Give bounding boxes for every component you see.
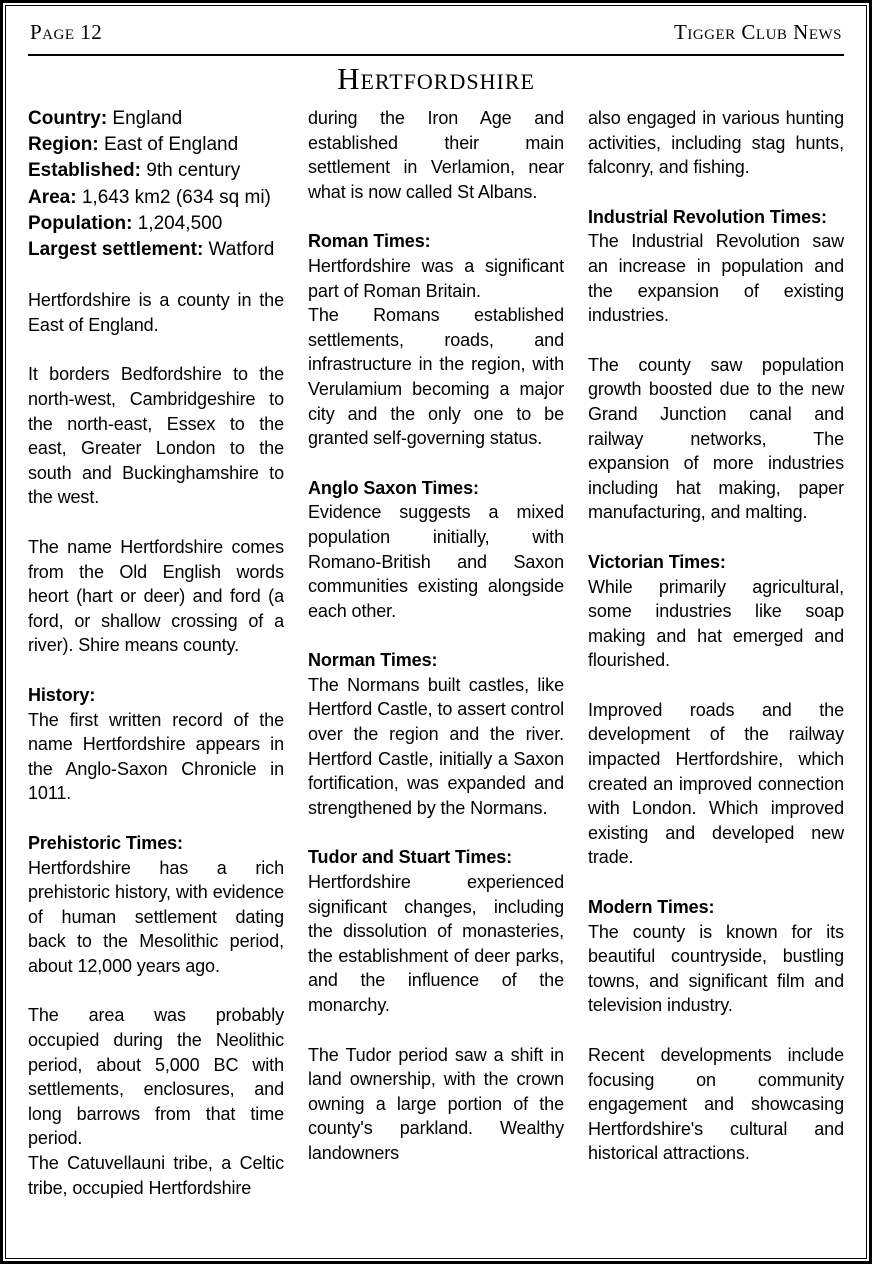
paragraph-text: The Catuvellauni tribe, a Celtic tribe, occupied Hertfordshire [28, 1153, 284, 1198]
paragraph [308, 476, 564, 624]
paragraph [588, 1043, 844, 1166]
paragraph-text: The county saw population growth boosted due to the new Grand Junction canal and railway networks, The expansion of more industries including hat making, paper manufacturing, and malting. [588, 354, 844, 523]
section-heading: Roman Times: [308, 231, 431, 252]
fact-label: Country: [28, 108, 108, 129]
fact-label: Largest settlement: [28, 239, 204, 261]
fact-line [28, 185, 284, 211]
fact-label: Established: [28, 160, 141, 182]
fact-label: Area: [28, 186, 77, 208]
page-header [28, 16, 844, 45]
paragraph-text: The Industrial Revolution saw an increase in population and the expansion of existing industries. [588, 231, 844, 326]
fact-value: 1,204,500 [132, 212, 223, 234]
paragraph-text: The Normans built castles, like Hertford Castle, to assert control over the region and the river. Hertford Castle, initially a Saxon fortification, was expanded and strengthened by the Normans. [308, 674, 564, 818]
paragraph-text: Recent developments include focusing on community engagement and showcasing Hertfordshire's cultural and historical attractions. [588, 1045, 844, 1164]
fact-value: 9th century [140, 160, 241, 182]
paragraph-text: Evidence suggests a mixed population initially, with Romano-British and Saxon communities existing alongside each other. [308, 502, 564, 621]
fact-line [28, 237, 284, 263]
section-heading: Prehistoric Times: [28, 832, 183, 853]
paragraph-text: The name Hertfordshire comes from the Old English words heort (hart or deer) and ford (a ford, or shallow crossing of a river). Shire means county. [28, 536, 284, 656]
paragraph [28, 1003, 284, 1151]
paragraph-text: While primarily agricultural, some industries like soap making and hat emerged and flourished. [588, 576, 844, 671]
paragraph-text: Hertfordshire was a significant part of Roman Britain. [308, 255, 564, 301]
paragraph-text: Hertfordshire has a rich prehistoric history, with evidence of human settlement dating back to the Mesolithic period, about 12,000 years ago. [28, 857, 284, 976]
paragraph-text: The Tudor period saw a shift in land ownership, with the crown owning a large portion of the county's parkland. Wealthy landowners [308, 1044, 564, 1163]
fact-value: East of England [98, 134, 239, 156]
article-column-2 [308, 106, 564, 1232]
article-column-1 [28, 106, 284, 1232]
section-heading: History: [28, 684, 96, 705]
page-content [6, 6, 866, 1258]
paragraph [308, 303, 564, 451]
paragraph-text: The area was probably occupied during the Neolithic period, about 5,000 BC with settlements, enclosures, and long barrows from that time period. [28, 1005, 284, 1149]
paragraph [588, 698, 844, 870]
paragraph [28, 1151, 284, 1200]
paragraph-text: It borders Bedfordshire to the north-west, Cambridgeshire to the north-east, Essex to the east, Greater London to the south and Buckinghamshire to the west. [28, 364, 284, 508]
paragraph [588, 550, 844, 673]
fact-value: 1,643 km2 (634 sq mi) [76, 186, 271, 208]
page-number: Page 12 [30, 20, 103, 44]
paragraph [588, 106, 844, 180]
paragraph [308, 648, 564, 820]
facts-list [28, 106, 284, 263]
paragraph-text: also engaged in various hunting activities, including stag hunts, falconry, and fishing. [588, 108, 844, 178]
section-heading: Norman Times: [308, 650, 438, 671]
paragraph-text: Hertfordshire experienced significant changes, including the dissolution of monasteries, the establishment of deer parks, and the influence of the monarchy. [308, 872, 564, 1015]
paragraph-text: Hertfordshire is a county in the East of England. [28, 290, 284, 335]
fact-line [28, 211, 284, 237]
header-rule [28, 54, 844, 56]
article-columns [28, 106, 844, 1232]
paragraph [28, 288, 284, 337]
section-heading: Modern Times: [588, 897, 715, 918]
paragraph [28, 683, 284, 806]
paragraph [588, 895, 844, 1018]
paragraph-text: The first written record of the name Hertfordshire appears in the Anglo-Saxon Chronicle in 1011. [28, 709, 284, 804]
paragraph [588, 205, 844, 328]
section-heading: Tudor and Stuart Times: [308, 847, 513, 868]
paragraph-text: during the Iron Age and established their main settlement in Verlamion, near what is now called St Albans. [308, 108, 564, 202]
paragraph [308, 229, 564, 303]
section-heading: Victorian Times: [588, 551, 726, 572]
fact-line [28, 106, 284, 132]
paragraph-text: The Romans established settlements, roads, and infrastructure in the region, with Verulamium becoming a major city and the only one to be granted self-governing status. [308, 305, 564, 449]
fact-line [28, 132, 284, 158]
paragraph [588, 353, 844, 525]
section-heading: Anglo Saxon Times: [308, 477, 479, 498]
paragraph [28, 535, 284, 658]
paragraph [308, 1043, 564, 1166]
fact-value: Watford [203, 239, 275, 261]
article-column-3 [588, 106, 844, 1232]
paragraph-text: The county is known for its beautiful countryside, bustling towns, and significant film and television industry. [588, 921, 844, 1016]
masthead-title: Tigger Club News [674, 20, 842, 44]
fact-line [28, 158, 284, 184]
fact-label: Region: [28, 134, 99, 156]
paragraph [28, 831, 284, 979]
paragraph [308, 845, 564, 1017]
paragraph-text: Improved roads and the development of the railway impacted Hertfordshire, which created an improved connection with London. Which improved existing and developed new trade. [588, 699, 844, 868]
fact-value: England [107, 108, 183, 129]
section-heading: Industrial Revolution Times: [588, 206, 827, 227]
paragraph [28, 362, 284, 510]
fact-label: Population: [28, 212, 133, 234]
paragraph [308, 106, 564, 204]
page-title: Hertfordshire [337, 61, 535, 96]
